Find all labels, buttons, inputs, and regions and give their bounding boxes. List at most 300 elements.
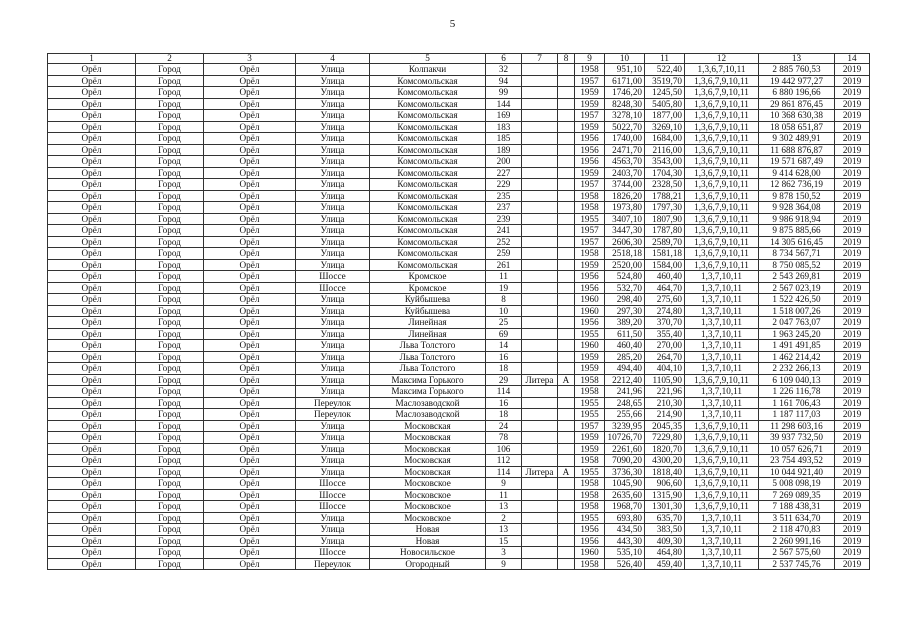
table-cell: 227 [486,167,522,179]
table-cell: Город [136,98,204,110]
table-cell: Орёл [48,87,136,99]
table-cell: 9 414 628,00 [759,167,835,179]
table-cell [558,547,575,559]
table-row [48,340,870,352]
table-cell: Улица [296,213,370,225]
table-cell: Город [136,294,204,306]
table-cell: 15 [486,535,522,547]
table-cell: 239 [486,213,522,225]
table-cell: 1959 [575,87,605,99]
table-cell: 214,90 [645,409,685,421]
table-row [48,305,870,317]
table-cell: Комсомольская [370,144,486,156]
table-cell: 1957 [575,110,605,122]
table-cell: 1960 [575,340,605,352]
table-cell: Улица [296,432,370,444]
table-cell: 1,3,6,7,10,11 [685,64,759,76]
table-cell: Улица [296,443,370,455]
table-cell: Огородный [370,558,486,570]
table-cell: 2019 [835,328,870,340]
table-cell: 1,3,6,7,9,10,11 [685,75,759,87]
table-cell: 1245,50 [645,87,685,99]
table-cell [558,179,575,191]
table-row [48,363,870,375]
table-cell: Улица [296,121,370,133]
table-cell [522,87,558,99]
table-cell: 1746,20 [605,87,645,99]
table-cell: Орёл [48,455,136,467]
table-cell: Орёл [48,110,136,122]
table-cell: 2019 [835,535,870,547]
table-cell: Город [136,535,204,547]
table-cell: 2019 [835,75,870,87]
table-cell: 1960 [575,305,605,317]
table-cell: Город [136,213,204,225]
table-cell [522,213,558,225]
table-cell: Город [136,282,204,294]
table-cell [558,156,575,168]
table-cell: 1315,90 [645,489,685,501]
table-cell: Комсомольская [370,121,486,133]
table-cell [522,397,558,409]
table-cell: Орёл [48,535,136,547]
table-cell: 29 861 876,45 [759,98,835,110]
table-cell: 1,3,6,7,9,10,11 [685,156,759,168]
table-cell: 10 368 630,38 [759,110,835,122]
table-cell: Шоссе [296,489,370,501]
table-cell: Город [136,190,204,202]
table-cell: 1959 [575,98,605,110]
table-cell: 39 937 732,50 [759,432,835,444]
table-cell: Улица [296,351,370,363]
table-cell: 14 [486,340,522,352]
table-cell: Орёл [204,305,296,317]
table-cell: 1956 [575,156,605,168]
table-cell: 3 [486,547,522,559]
table-cell: 460,40 [605,340,645,352]
table-cell: Орёл [204,64,296,76]
table-cell: 13 [486,501,522,513]
table-cell: Орёл [48,225,136,237]
table-cell: 270,00 [645,340,685,352]
table-cell: Орёл [204,443,296,455]
table-cell [558,328,575,340]
table-cell [522,305,558,317]
table-cell: 1818,40 [645,466,685,478]
table-cell: 6 109 040,13 [759,374,835,386]
table-cell: Орёл [204,432,296,444]
table-cell: Город [136,409,204,421]
table-cell [522,282,558,294]
table-cell: Орёл [204,202,296,214]
table-cell [558,98,575,110]
table-cell: 11 [486,271,522,283]
table-cell: 78 [486,432,522,444]
table-cell: 2518,18 [605,248,645,260]
table-cell: 1955 [575,466,605,478]
table-cell: 1957 [575,420,605,432]
table-cell: Орёл [48,374,136,386]
table-cell: Орёл [204,524,296,536]
table-cell: 1,3,6,7,9,10,11 [685,98,759,110]
table-cell: 229 [486,179,522,191]
table-cell: Город [136,558,204,570]
table-cell: Улица [296,133,370,145]
table-cell: Колпакчи [370,64,486,76]
table-cell [558,167,575,179]
table-cell: 1 522 426,50 [759,294,835,306]
table-cell: Орёл [204,98,296,110]
table-cell: 2 567 575,60 [759,547,835,559]
table-cell [558,144,575,156]
table-row [48,547,870,559]
table-cell: Город [136,547,204,559]
table-cell [522,535,558,547]
table-cell: 1,3,7,10,11 [685,282,759,294]
table-cell: 3239,95 [605,420,645,432]
table-cell [522,167,558,179]
table-cell: 2019 [835,455,870,467]
table-cell: Московское [370,512,486,524]
table-cell: Орёл [48,190,136,202]
table-cell: 535,10 [605,547,645,559]
table-cell: 1956 [575,524,605,536]
table-cell [558,397,575,409]
table-cell: Комсомольская [370,87,486,99]
table-cell: Комсомольская [370,259,486,271]
table-cell: 7 188 438,31 [759,501,835,513]
table-cell: 522,40 [645,64,685,76]
table-cell: 693,80 [605,512,645,524]
table-cell: 2403,70 [605,167,645,179]
table-cell: Новая [370,535,486,547]
table-cell: 1,3,6,7,9,10,11 [685,455,759,467]
table-cell: Московская [370,420,486,432]
table-cell [522,121,558,133]
table-cell: 1958 [575,202,605,214]
table-cell: 1955 [575,512,605,524]
table-cell: 2019 [835,98,870,110]
table-cell: 264,70 [645,351,685,363]
table-cell: Орёл [204,478,296,490]
table-cell: 11 [486,489,522,501]
table-cell: 10726,70 [605,432,645,444]
table-cell: 1,3,6,7,9,10,11 [685,202,759,214]
table-cell: 1,3,7,10,11 [685,409,759,421]
table-row [48,478,870,490]
table-cell: 1797,30 [645,202,685,214]
table-cell: 1958 [575,386,605,398]
table-cell: 2471,70 [605,144,645,156]
table-cell: 1,3,7,10,11 [685,524,759,536]
table-cell: Орёл [48,202,136,214]
table-row [48,202,870,214]
table-row [48,535,870,547]
table-cell: 1 226 116,78 [759,386,835,398]
table-cell: 1,3,7,10,11 [685,363,759,375]
table-cell: 1,3,6,7,9,10,11 [685,144,759,156]
table-cell: 2019 [835,443,870,455]
table-cell: 1955 [575,213,605,225]
table-cell: Комсомольская [370,156,486,168]
table-cell: Московское [370,478,486,490]
table-cell: 7090,20 [605,455,645,467]
table-cell: 2019 [835,374,870,386]
table-cell [522,133,558,145]
table-cell: 1959 [575,121,605,133]
table-cell: 464,80 [645,547,685,559]
table-cell: 3543,00 [645,156,685,168]
table-cell: 274,80 [645,305,685,317]
table-cell: 144 [486,98,522,110]
table-cell: Город [136,133,204,145]
table-cell [522,443,558,455]
table-cell: 1959 [575,443,605,455]
table-cell: 248,65 [605,397,645,409]
table-cell: 1956 [575,144,605,156]
table-cell: Московская [370,466,486,478]
table-cell [558,443,575,455]
table-cell: Московская [370,432,486,444]
table-cell: Орёл [204,328,296,340]
table-cell: Комсомольская [370,110,486,122]
table-cell: Улица [296,374,370,386]
table-cell [522,420,558,432]
column-header: 10 [605,54,645,64]
table-cell: Орёл [204,397,296,409]
table-cell: 494,40 [605,363,645,375]
table-cell: 9 986 918,94 [759,213,835,225]
table-cell: Город [136,443,204,455]
table-cell: Комсомольская [370,213,486,225]
table-cell: 2019 [835,110,870,122]
table-cell: Орёл [204,340,296,352]
table-cell: Город [136,455,204,467]
table-cell [522,432,558,444]
table-cell: 24 [486,420,522,432]
table-cell [558,282,575,294]
table-cell: 4563,70 [605,156,645,168]
table-cell: 25 [486,317,522,329]
table-cell: 1,3,7,10,11 [685,535,759,547]
table-cell: 221,96 [645,386,685,398]
table-cell: Орёл [204,190,296,202]
table-cell [558,294,575,306]
table-cell: Переулок [296,397,370,409]
table-cell [558,305,575,317]
table-cell: Шоссе [296,501,370,513]
table-cell: 189 [486,144,522,156]
table-cell: Орёл [204,87,296,99]
table-cell: Орёл [204,386,296,398]
table-cell: Комсомольская [370,190,486,202]
table-cell: 1,3,6,7,9,10,11 [685,248,759,260]
table-cell: Орёл [204,259,296,271]
table-cell [558,271,575,283]
table-cell: 1301,30 [645,501,685,513]
table-cell [558,133,575,145]
table-row [48,420,870,432]
table-cell: 1958 [575,64,605,76]
table-cell: 2019 [835,524,870,536]
table-cell: Комсомольская [370,202,486,214]
table-cell: 1,3,7,10,11 [685,305,759,317]
table-cell: 183 [486,121,522,133]
table-cell: Орёл [48,259,136,271]
table-cell: 23 754 493,52 [759,455,835,467]
table-cell: 2 [486,512,522,524]
table-cell: 1958 [575,248,605,260]
table-cell: 2019 [835,225,870,237]
table-cell: 114 [486,466,522,478]
table-cell: Город [136,478,204,490]
table-cell [522,75,558,87]
table-cell: Город [136,501,204,513]
table-cell: Шоссе [296,282,370,294]
table-cell [522,271,558,283]
table-cell: Улица [296,167,370,179]
table-row [48,443,870,455]
table-cell: 1877,00 [645,110,685,122]
table-cell: Комсомольская [370,236,486,248]
table-cell: 2019 [835,179,870,191]
table-cell: Орёл [48,432,136,444]
column-header: 9 [575,54,605,64]
table-cell: Орёл [204,156,296,168]
table-cell [558,190,575,202]
table-cell: 2606,30 [605,236,645,248]
table-cell: 2019 [835,87,870,99]
table-row [48,98,870,110]
table-cell: 5022,70 [605,121,645,133]
table-cell: Орёл [48,547,136,559]
table-cell: 94 [486,75,522,87]
table-cell: 2019 [835,248,870,260]
table-cell: Улица [296,110,370,122]
table-cell: 18 [486,409,522,421]
table-cell: Орёл [48,64,136,76]
table-cell: 99 [486,87,522,99]
table-cell: Орёл [48,489,136,501]
table-cell: 261 [486,259,522,271]
table-cell: Улица [296,179,370,191]
table-cell: Линейная [370,317,486,329]
table-cell: 1788,21 [645,190,685,202]
table-cell [522,501,558,513]
table-cell [558,225,575,237]
table-cell: 9 302 489,91 [759,133,835,145]
table-cell: 241,96 [605,386,645,398]
table-cell: 8 734 567,71 [759,248,835,260]
table-cell: Город [136,271,204,283]
table-cell [522,259,558,271]
table-cell: Орёл [48,271,136,283]
table-cell: Улица [296,225,370,237]
table-cell: 10 [486,305,522,317]
table-cell: Орёл [48,409,136,421]
table-cell: Орёл [204,466,296,478]
table-cell [558,489,575,501]
table-cell: Льва Толстого [370,351,486,363]
table-cell: 9 875 885,66 [759,225,835,237]
table-cell: 9 928 364,08 [759,202,835,214]
table-cell: 11 298 603,16 [759,420,835,432]
table-cell: 2019 [835,501,870,513]
column-header: 12 [685,54,759,64]
table-cell: 2019 [835,282,870,294]
table-cell: Улица [296,328,370,340]
table-cell: 1957 [575,179,605,191]
table-cell: 1,3,6,7,9,10,11 [685,121,759,133]
table-cell: 1958 [575,478,605,490]
table-cell: 1,3,7,10,11 [685,351,759,363]
table-cell: 1956 [575,133,605,145]
table-cell: 464,70 [645,282,685,294]
table-cell: Улица [296,294,370,306]
table-cell: Улица [296,535,370,547]
table-cell: 2328,50 [645,179,685,191]
table-cell: 4300,20 [645,455,685,467]
table-cell [558,236,575,248]
table-cell: 1,3,6,7,9,10,11 [685,236,759,248]
table-cell: 1704,30 [645,167,685,179]
table-cell: 1,3,6,7,9,10,11 [685,133,759,145]
table-cell: 1957 [575,75,605,87]
table-cell: Орёл [48,351,136,363]
table-cell: Улица [296,144,370,156]
table-cell: 16 [486,397,522,409]
table-cell: 2019 [835,432,870,444]
table-cell: Город [136,248,204,260]
table-cell: Орёл [204,213,296,225]
table-cell: Орёл [204,558,296,570]
table-cell [522,386,558,398]
column-header: 5 [370,54,486,64]
table-row [48,558,870,570]
table-cell: Орёл [48,294,136,306]
table-row [48,455,870,467]
column-header: 4 [296,54,370,64]
table-row [48,501,870,513]
table-cell: Город [136,351,204,363]
table-cell: 1807,90 [645,213,685,225]
table-cell [522,363,558,375]
table-cell: Орёл [48,386,136,398]
table-cell: 13 [486,524,522,536]
table-cell: 9 [486,558,522,570]
table-row [48,317,870,329]
table-cell: 1968,70 [605,501,645,513]
table-cell: 2635,60 [605,489,645,501]
table-cell: Орёл [48,524,136,536]
table-cell: 3278,10 [605,110,645,122]
table-cell: 2019 [835,121,870,133]
column-header: 7 [522,54,558,64]
table-cell: 2019 [835,305,870,317]
table-cell: 1956 [575,282,605,294]
table-cell: 200 [486,156,522,168]
table-cell: Орёл [48,156,136,168]
table-cell: Орёл [204,179,296,191]
table-cell: 1,3,6,7,9,10,11 [685,374,759,386]
table-cell: Улица [296,259,370,271]
table-cell [522,190,558,202]
table-cell: Орёл [48,363,136,375]
table-cell: Улица [296,202,370,214]
table-cell: 1955 [575,328,605,340]
table-cell: 2 885 760,53 [759,64,835,76]
table-cell: 2019 [835,420,870,432]
